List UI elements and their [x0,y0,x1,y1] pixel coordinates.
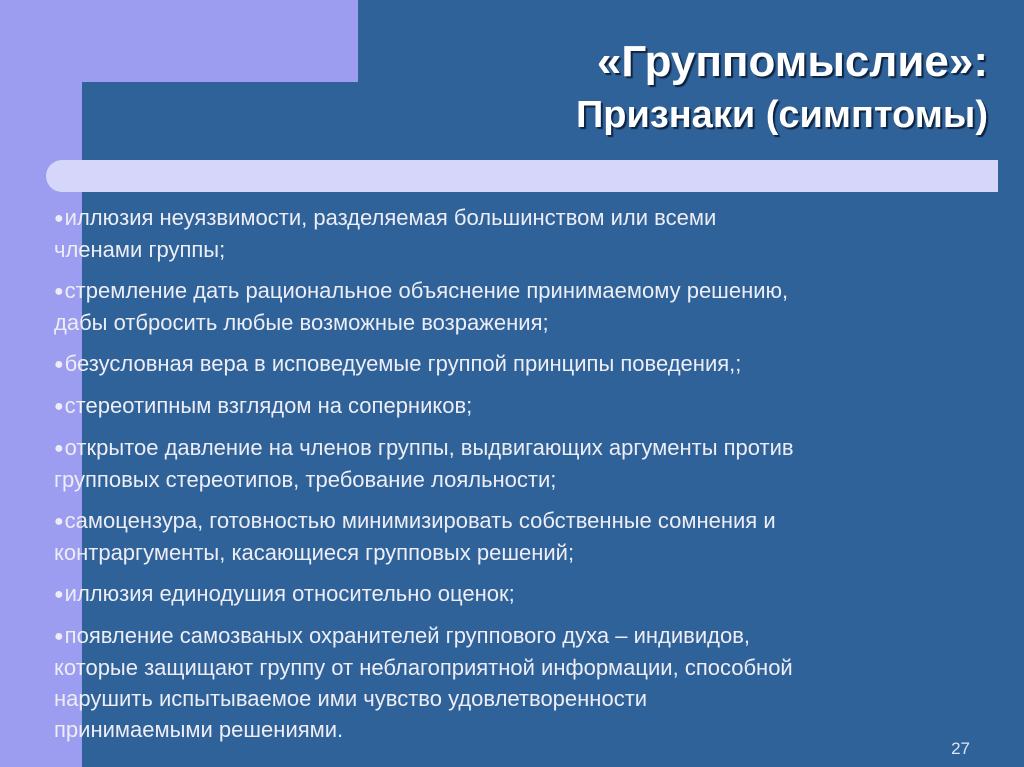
bullet-line: иллюзия неуязвимости, разделяемая большинством или всеми [64,205,717,230]
bullet-item [54,578,1019,610]
symptom-list [54,202,1019,755]
bullet-icon: ● [54,513,64,530]
bullet-icon: ● [54,398,64,415]
bullet-item [54,432,1019,495]
bullet-line: появление самозваных охранителей группового духа – индивидов, [64,623,751,648]
bullet-line: которые защищают группу от неблагоприятной информации, способной [54,655,793,680]
bullet-line: членами группы; [54,237,226,262]
title-line-2: Признаки (симптомы) [575,94,988,136]
bullet-line: дабы отбросить любые возможные возражения; [54,310,549,335]
bullet-line: принимаемыми решениями. [54,717,344,742]
bullet-line: безусловная вера в исповедуемые группой принципы поведения,; [64,351,742,376]
rounded-corner-accent [82,82,144,144]
bullet-icon: ● [54,356,64,373]
bullet-item [54,348,1019,380]
bullet-icon: ● [54,586,64,603]
bullet-icon: ● [54,440,64,457]
bullet-line: самоцензура, готовностью минимизировать собственные сомнения и [64,508,776,533]
bullet-line: нарушить испытываемое ими чувство удовлетворенности [54,686,648,711]
bullet-line: контраргументы, касающиеся групповых решений; [54,540,575,565]
bullet-item [54,505,1019,568]
bullet-icon: ● [54,283,64,300]
bullet-line: стремление дать рациональное объяснение принимаемому решению, [64,278,789,303]
lavender-top-panel [0,0,358,82]
bullet-line: открытое давление на членов группы, выдвигающих аргументы против [64,435,794,460]
bullet-item [54,202,1019,265]
title-line-1: «Группомыслие»: [596,37,988,86]
bullet-item [54,620,1019,745]
bullet-item [54,275,1019,338]
bullet-icon: ● [54,210,64,227]
bullet-line: стереотипным взглядом на соперников; [64,393,473,418]
title-divider-bar [46,160,998,192]
page-number: 27 [951,739,970,758]
bullet-line: иллюзия единодушия относительно оценок; [64,581,515,606]
slide-title [576,36,988,138]
bullet-line: групповых стереотипов, требование лояльности; [54,467,557,492]
bullet-icon: ● [54,628,64,645]
bullet-item [54,390,1019,422]
